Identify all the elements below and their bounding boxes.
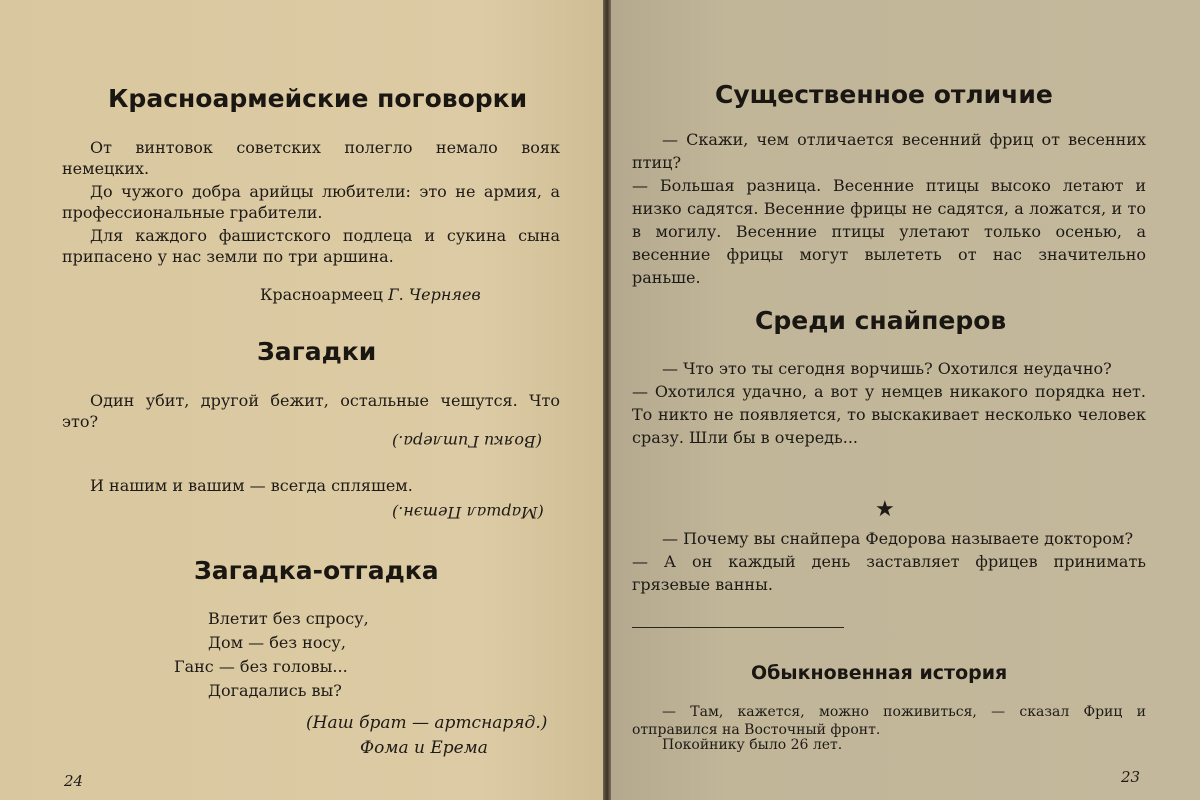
title-among-snipers: Среди снайперов — [755, 306, 1007, 335]
star-divider-icon: ★ — [875, 497, 895, 522]
title-ordinary-story: Обыкновенная история — [751, 662, 1008, 684]
book-gutter — [603, 0, 611, 800]
snipers-text-2: — Почему вы снайпера Федорова называете доктором? — А он каждый день заставляет фрицев принимать грязевые ванны. — [632, 529, 1146, 594]
verse-line-4: Догадались вы? — [208, 681, 342, 700]
separator-rule — [632, 627, 844, 628]
saying-1: От винтовок советских полегло немало вояк немецких. — [62, 138, 560, 178]
page-number-left: 24 — [64, 772, 84, 790]
difference-text: — Скажи, чем отличается весенний фриц от весенних птиц? — Большая разница. Весенние птицы высоко летают и низко садятся. Весенние фрицы не садятся, а ложатся, и то в могилу. Весенние птицы улетают только осенью, а весенние фрицы могут вылететь от нас значительно раньше. — [632, 130, 1146, 287]
riddle-1-answer: (Вояки Гитлера.) — [392, 432, 543, 451]
signature-name: Г. Черняев — [387, 285, 481, 304]
title-sayings: Красноармейские поговорки — [108, 84, 528, 113]
title-essential-difference: Существенное отличие — [715, 80, 1053, 109]
riddle-2: И нашим и вашим — всегда спляшем. — [90, 476, 413, 495]
signature — [260, 285, 481, 304]
saying-2: До чужого добра арийцы любители: это не армия, а профессиональные грабители. — [62, 182, 560, 222]
saying-3: Для каждого фашистского подлеца и сукина сына припасено у нас земли по три аршина. — [62, 226, 560, 266]
snipers-text-1: — Что это ты сегодня ворчишь? Охотился неудачно? — Охотился удачно, а вот у немцев никакого порядка нет. То никто не появляется, то выскакивает несколько человек сразу. Шли бы в очередь... — [632, 359, 1146, 447]
right-page — [611, 0, 1200, 800]
verse-answer: (Наш брат — артснаряд.) — [306, 713, 548, 733]
title-riddle-answer: Загадка-отгадка — [194, 556, 439, 585]
riddle-1: Один убит, другой бежит, остальные чешутся. Что это? — [62, 391, 560, 431]
title-riddles: Загадки — [257, 337, 377, 366]
verse-line-3: Ганс — без головы... — [174, 657, 348, 676]
signature-prefix: Красноармеец — [260, 285, 383, 304]
story-text: — Там, кажется, можно поживиться, — сказал Фриц и отправился на Восточный фронт. — [632, 704, 1146, 738]
story-text-2: Покойнику было 26 лет. — [662, 737, 843, 753]
verse-authors: Фома и Ерема — [360, 738, 488, 758]
riddle-2-answer: (Маршал Петэн.) — [392, 503, 544, 522]
verse-line-2: Дом — без носу, — [208, 633, 346, 652]
verse-line-1: Влетит без спросу, — [208, 609, 369, 628]
page-number-right: 23 — [1121, 768, 1141, 786]
